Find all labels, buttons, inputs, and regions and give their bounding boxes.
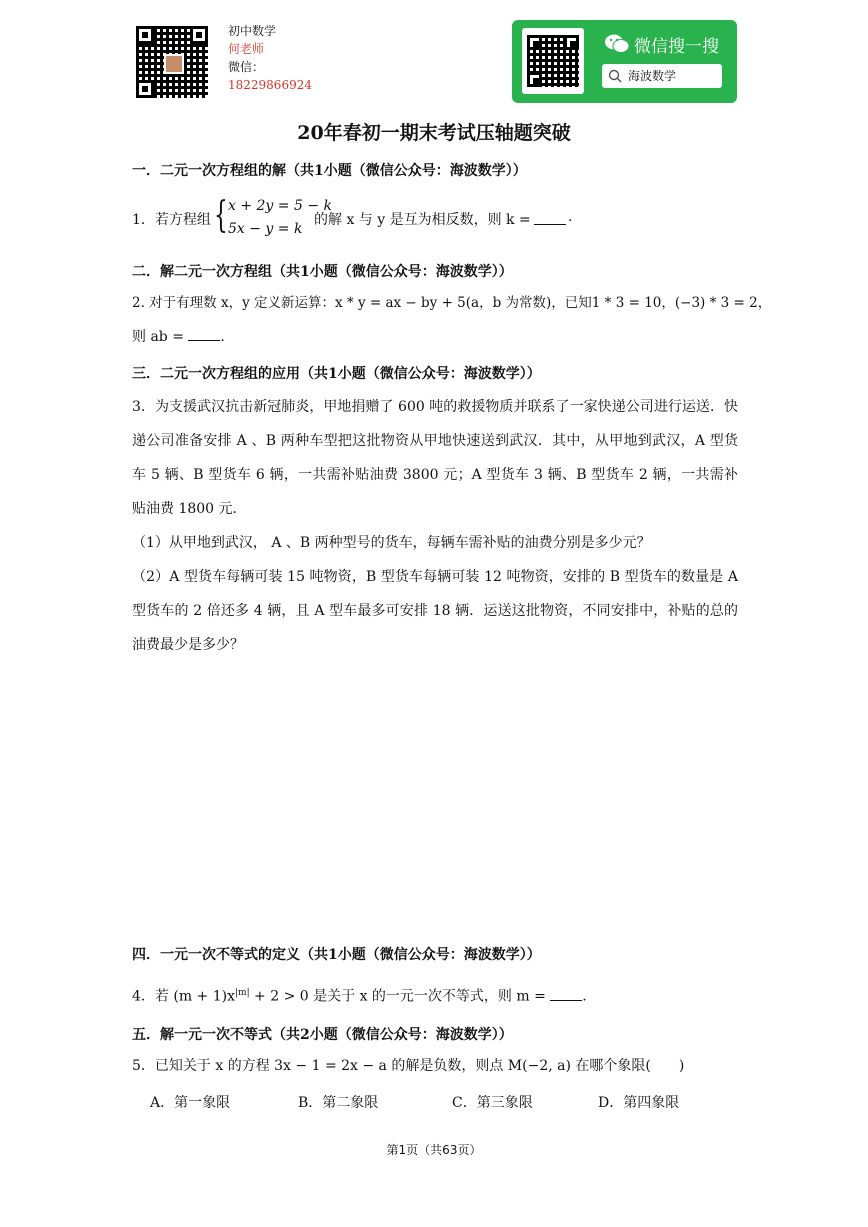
page-title: 20年春初一期末考试压轴题突破 <box>297 122 571 144</box>
question-3-stem: 3．为支援武汉抗击新冠肺炎，甲地捐赠了 600 吨的救援物质并联系了一家快递公司进行运送．快递公司准备安排 A 、B 两种车型把这批物资从甲地快速送到武汉．其中，从甲地到武汉，A 型货车 5 辆、B 型货车 6 辆，一共需补贴油费 3800 元；A 型货车 3 辆、B 型货车 2 辆，一共需补贴油费 1800 元． <box>132 399 738 517</box>
contact-line1: 初中数学 <box>228 24 277 38</box>
question-2-line-2 <box>132 320 738 354</box>
question-2-line-1: 2. 对于有理数 x，y 定义新运算：x * y = ax − by + 5(a，b 为常数)，已知1 * 3 = 10，(−3) * 3 = 2， <box>132 295 772 311</box>
question-3-part-1: （1）从甲地到武汉， A 、B 两种型号的货车，每辆车需补贴的油费分别是多少元？ <box>132 535 651 551</box>
question-4-exponent: |m| <box>235 988 250 998</box>
search-icon <box>608 69 622 83</box>
question-1-period: . <box>568 209 573 225</box>
wechat-qr-code <box>522 28 584 94</box>
wechat-title: 微信搜一搜 <box>634 37 719 57</box>
brace-icon: { <box>214 195 228 236</box>
wechat-search-text: 海波数学 <box>628 69 677 83</box>
question-1-suffix: 的解 x 与 y 是互为相反数，则 k = <box>314 212 531 228</box>
question-5-option-b[interactable]: B．第二象限 <box>298 1095 379 1111</box>
contact-line3: 微信： <box>228 60 265 74</box>
page-footer: 第1页（共63页） <box>386 1143 482 1157</box>
question-1-equation-2: 5x − y = k <box>228 221 303 237</box>
question-4-prefix: 4．若 (m + 1)x <box>132 988 235 1005</box>
wechat-search-card[interactable] <box>512 20 737 103</box>
question-4-blank <box>550 988 582 1001</box>
question-2-period: . <box>220 329 225 345</box>
contact-qr-code <box>136 26 208 98</box>
question-1-prefix: 1．若方程组 <box>132 212 211 228</box>
question-3-part-2: （2）A 型货车每辆可装 15 吨物资，B 型货车每辆可装 12 吨物资，安排的 B 型货车的数量是 A 型货车的 2 倍还多 4 辆，且 A 型车最多可安排 18 辆．运送这批物资，不同安排中，补贴的总的油费最少是多少？ <box>132 569 738 653</box>
question-1-equation-1: x + 2y = 5 − k <box>228 198 332 214</box>
section-heading-2: 二．解二元一次方程组（共1小题（微信公众号：海波数学）） <box>132 264 513 280</box>
question-5-stem: 5．已知关于 x 的方程 3x − 1 = 2x − a 的解是负数，则点 M(−2, a) 在哪个象限( ) <box>132 1058 685 1074</box>
wechat-search-box[interactable] <box>602 64 722 88</box>
contact-info <box>228 22 312 94</box>
section-heading-4: 四．一元一次不等式的定义（共1小题（微信公众号：海波数学）） <box>132 947 541 963</box>
section-heading-1: 一．二元一次方程组的解（共1小题（微信公众号：海波数学）） <box>132 163 527 179</box>
question-5-option-a[interactable]: A．第一象限 <box>150 1095 231 1111</box>
contact-line2: 何老师 <box>228 42 265 56</box>
question-5-option-d[interactable]: D．第四象限 <box>598 1095 680 1111</box>
wechat-logo-icon <box>604 33 630 55</box>
question-4 <box>132 976 738 1014</box>
question-2-blank <box>188 328 220 341</box>
question-4-period: . <box>582 988 587 1005</box>
contact-phone: 18229866924 <box>228 78 312 92</box>
question-1 <box>132 196 738 242</box>
question-4-mid: + 2 > 0 是关于 x 的一元一次不等式，则 m = <box>249 988 546 1005</box>
question-2-line-2-text: 则 ab = <box>132 329 184 345</box>
section-heading-3: 三．二元一次方程组的应用（共1小题（微信公众号：海波数学）） <box>132 366 541 382</box>
section-heading-5: 五．解一元一次不等式（共2小题（微信公众号：海波数学）） <box>132 1027 513 1043</box>
question-5-option-c[interactable]: C．第三象限 <box>452 1095 533 1111</box>
question-1-blank <box>534 212 566 225</box>
